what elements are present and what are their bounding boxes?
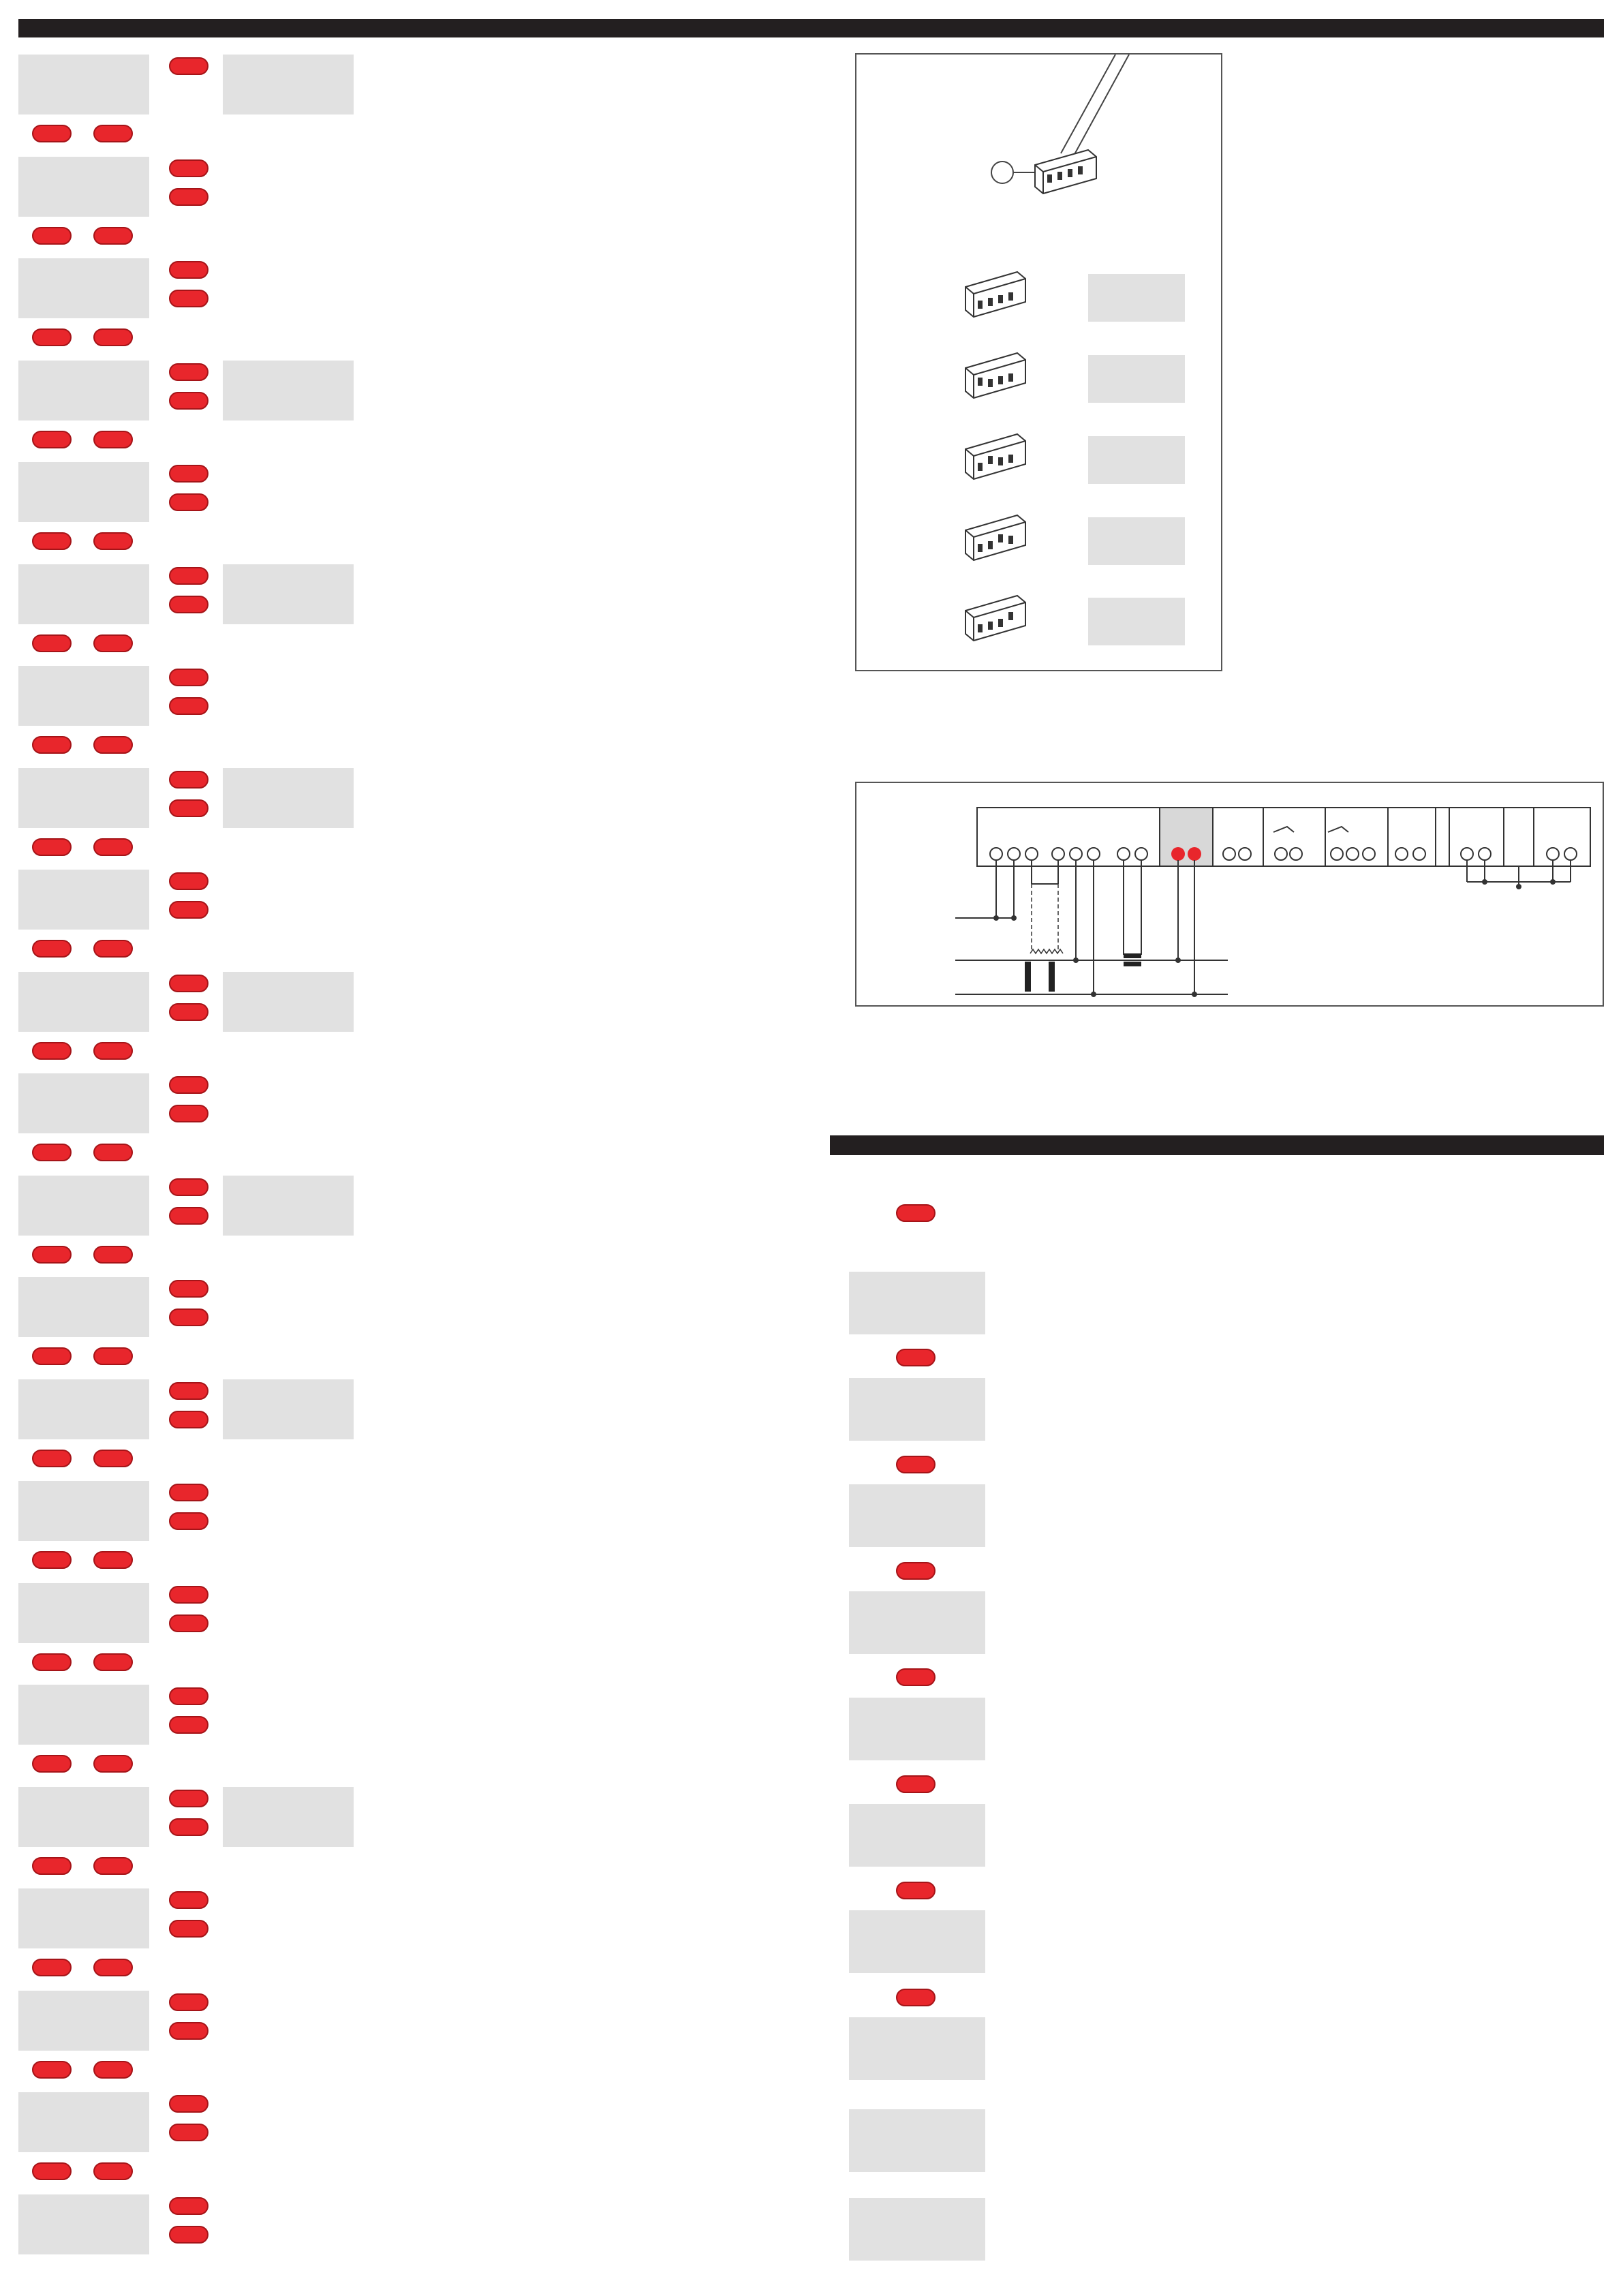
dip-setting-label: [1088, 436, 1185, 484]
reading-display: [849, 2198, 985, 2261]
page-key-icon: [93, 940, 133, 958]
page-key-icon: [93, 838, 133, 856]
page-key-icon: [169, 188, 208, 206]
page-key-icon: [896, 1204, 936, 1222]
top-header-bar: [18, 19, 1604, 37]
reading-display: [849, 1591, 985, 1654]
setting-alt-display: [223, 564, 354, 624]
setting-display: [18, 1379, 149, 1439]
reading-display: [849, 1484, 985, 1547]
test-key-icon: [32, 1042, 72, 1060]
test-key-icon: [169, 1891, 208, 1909]
test-key-icon: [32, 1144, 72, 1161]
page-key-icon: [93, 2162, 133, 2180]
test-key-icon: [32, 940, 72, 958]
page-key-icon: [93, 431, 133, 448]
reading-display: [849, 2109, 985, 2172]
test-key-icon: [169, 2095, 208, 2113]
page-key-icon: [93, 1959, 133, 1976]
test-key-icon: [169, 1076, 208, 1094]
page-key-icon: [896, 1668, 936, 1686]
wiring-diagram-frame: [855, 782, 1604, 1007]
page-key-icon: [93, 328, 133, 346]
setting-display: [18, 1176, 149, 1236]
setting-display: [18, 1073, 149, 1133]
test-key-icon: [32, 1959, 72, 1976]
setting-alt-display: [223, 361, 354, 420]
setting-display: [18, 1481, 149, 1541]
setting-display: [18, 666, 149, 726]
page-key-icon: [169, 2226, 208, 2244]
page-key-icon: [169, 1716, 208, 1734]
page-key-icon: [169, 392, 208, 410]
page-key-icon: [169, 1818, 208, 1836]
setting-alt-display: [223, 55, 354, 114]
test-key-icon: [169, 872, 208, 890]
page-key-icon: [93, 1144, 133, 1161]
page-key-icon: [93, 1755, 133, 1773]
test-key-icon: [169, 1280, 208, 1298]
reading-display: [849, 2017, 985, 2080]
setting-display: [18, 1583, 149, 1643]
page-key-icon: [169, 1512, 208, 1530]
test-key-icon: [169, 1993, 208, 2011]
dip-setting-label: [1088, 274, 1185, 322]
setting-display: [18, 972, 149, 1032]
test-key-icon: [169, 57, 208, 75]
page-key-icon: [169, 1920, 208, 1938]
dip-setting-label: [1088, 598, 1185, 645]
page-key-icon: [169, 1207, 208, 1225]
test-key-icon: [32, 227, 72, 245]
test-key-icon: [32, 2162, 72, 2180]
page-key-icon: [169, 1003, 208, 1021]
test-key-icon: [169, 1790, 208, 1807]
dip-switch-icon: [964, 514, 1029, 568]
page-key-icon: [93, 1857, 133, 1875]
setting-display: [18, 462, 149, 522]
page-key-icon: [93, 1653, 133, 1671]
setting-display: [18, 768, 149, 828]
terminal-wiring-diagram: [856, 783, 1603, 1005]
reading-display: [849, 1378, 985, 1441]
dip-switch-icon: [964, 433, 1029, 487]
page-key-icon: [93, 2061, 133, 2079]
page-key-icon: [93, 227, 133, 245]
page-key-icon: [169, 1308, 208, 1326]
test-key-icon: [169, 669, 208, 686]
page-key-icon: [169, 1614, 208, 1632]
test-key-icon: [32, 1755, 72, 1773]
test-key-icon: [169, 363, 208, 381]
page-key-icon: [169, 290, 208, 307]
setting-display: [18, 1685, 149, 1745]
setting-display: [18, 2194, 149, 2254]
page-key-icon: [93, 532, 133, 550]
setting-alt-display: [223, 1787, 354, 1847]
dip-setting-label: [1088, 355, 1185, 403]
reading-display: [849, 1698, 985, 1760]
page-key-icon: [93, 736, 133, 754]
dip-switch-icon: [964, 352, 1029, 406]
page-key-icon: [93, 1450, 133, 1467]
test-key-icon: [32, 2061, 72, 2079]
page-key-icon: [169, 2022, 208, 2040]
setting-display: [18, 870, 149, 930]
setting-display: [18, 2092, 149, 2152]
page-key-icon: [169, 1411, 208, 1428]
page-key-icon: [896, 1456, 936, 1473]
test-key-icon: [32, 1857, 72, 1875]
page-key-icon: [93, 634, 133, 652]
setting-display: [18, 157, 149, 217]
test-key-icon: [32, 838, 72, 856]
page-key-icon: [169, 1105, 208, 1122]
test-key-icon: [169, 771, 208, 789]
page-key-icon: [896, 1775, 936, 1793]
test-key-icon: [169, 1484, 208, 1501]
test-key-icon: [32, 634, 72, 652]
test-key-icon: [32, 1653, 72, 1671]
setting-display: [18, 258, 149, 318]
setting-display: [18, 361, 149, 420]
setting-display: [18, 1787, 149, 1847]
test-key-icon: [32, 125, 72, 142]
setting-display: [18, 1277, 149, 1337]
reading-display: [849, 1272, 985, 1334]
test-key-icon: [32, 1450, 72, 1467]
readings-header-bar: [830, 1135, 1604, 1155]
setting-display: [18, 1991, 149, 2051]
dip-switch-icon: [964, 594, 1029, 649]
test-key-icon: [169, 1586, 208, 1604]
test-key-icon: [169, 261, 208, 279]
page-key-icon: [93, 1551, 133, 1569]
setting-display: [18, 1888, 149, 1948]
setting-alt-display: [223, 972, 354, 1032]
test-key-icon: [169, 1178, 208, 1196]
page-key-icon: [896, 1989, 936, 2006]
dip-switch-icon: [964, 271, 1029, 325]
test-key-icon: [32, 431, 72, 448]
page-key-icon: [896, 1349, 936, 1366]
setting-alt-display: [223, 768, 354, 828]
setting-alt-display: [223, 1379, 354, 1439]
reading-display: [849, 1804, 985, 1867]
page-key-icon: [93, 1347, 133, 1365]
page-key-icon: [896, 1562, 936, 1580]
page-key-icon: [169, 697, 208, 715]
test-key-icon: [32, 532, 72, 550]
test-key-icon: [32, 736, 72, 754]
setting-display: [18, 55, 149, 114]
page-key-icon: [169, 799, 208, 817]
page-key-icon: [93, 125, 133, 142]
reading-display: [849, 1910, 985, 1973]
test-key-icon: [169, 2197, 208, 2215]
test-key-icon: [169, 1687, 208, 1705]
dip-setting-label: [1088, 517, 1185, 565]
page-key-icon: [93, 1246, 133, 1264]
test-key-icon: [169, 465, 208, 483]
page-key-icon: [896, 1882, 936, 1899]
test-key-icon: [169, 159, 208, 177]
setting-display: [18, 564, 149, 624]
page-key-icon: [93, 1042, 133, 1060]
setting-alt-display: [223, 1176, 354, 1236]
page-key-icon: [169, 2124, 208, 2141]
test-key-icon: [169, 975, 208, 992]
page-key-icon: [169, 493, 208, 511]
test-key-icon: [32, 1551, 72, 1569]
test-key-icon: [32, 328, 72, 346]
test-key-icon: [32, 1347, 72, 1365]
test-key-icon: [32, 1246, 72, 1264]
page-key-icon: [169, 901, 208, 919]
page-key-icon: [169, 596, 208, 613]
test-key-icon: [169, 567, 208, 585]
test-key-icon: [169, 1382, 208, 1400]
